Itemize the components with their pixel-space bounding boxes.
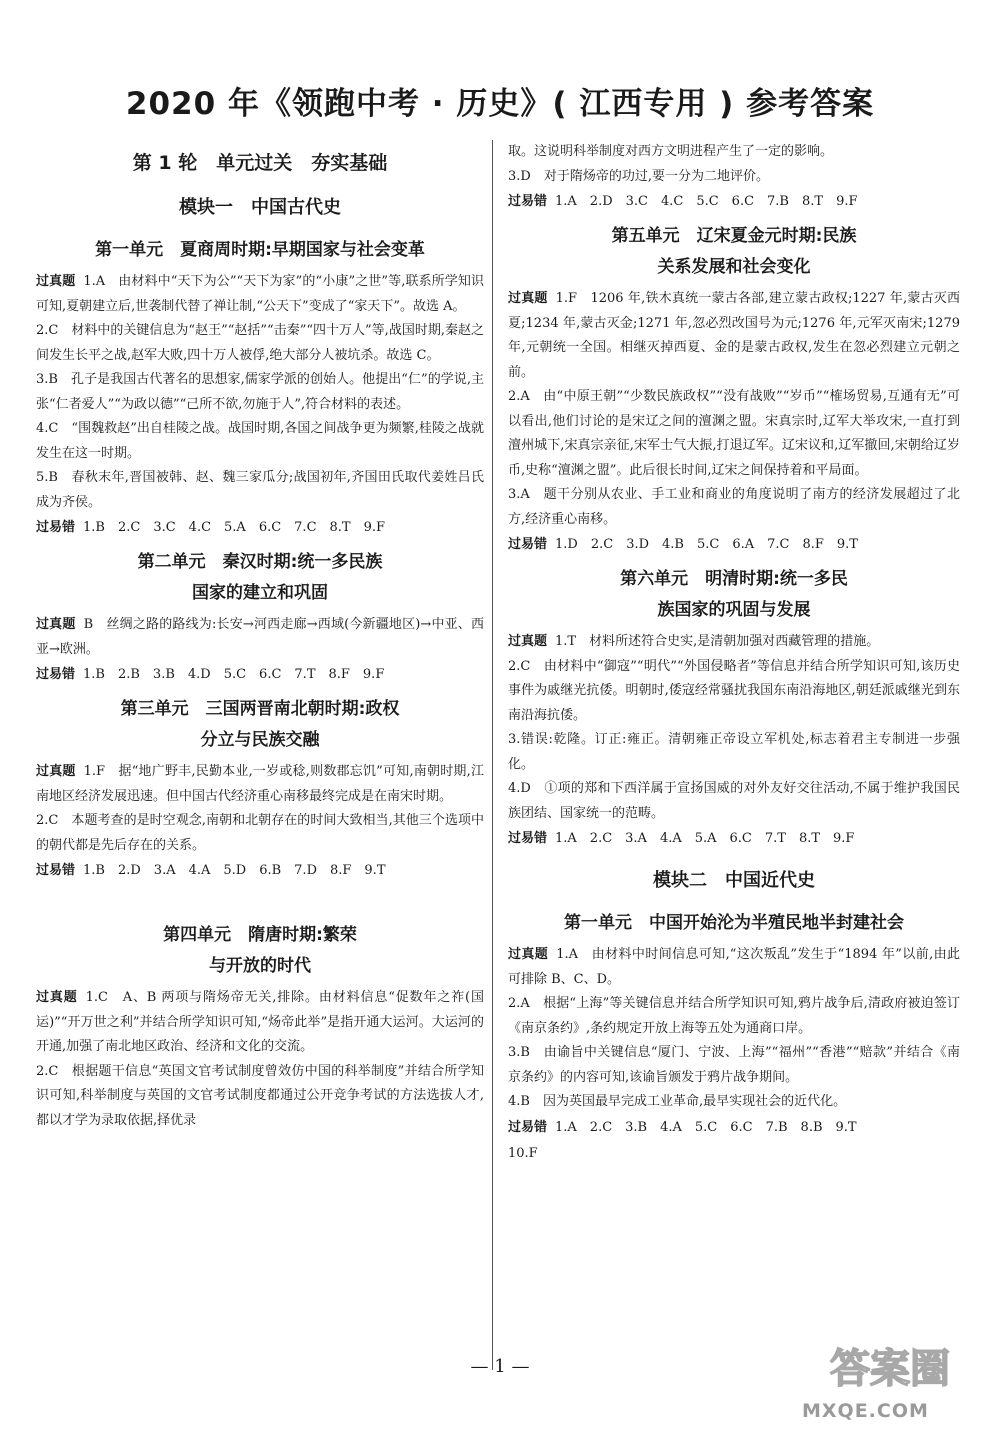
answer-item: 2.A 根据“上海”等关键信息并结合所学知识可知,鸦片战争后,清政府被迫签订《南京条约》,条约规定开放上海等五处为通商口岸。 xyxy=(508,996,960,1036)
error-prone-tag: 过易错 xyxy=(36,520,76,535)
error-prone-answers: 过易错 1.A 2.C 3.A 4.A 5.A 6.C 7.T 8.T 9.F xyxy=(508,831,855,846)
watermark-logo-text: 答案圈 xyxy=(830,1346,950,1392)
page-title: 2020 年《领跑中考 · 历史》( 江西专用 ) 参考答案 xyxy=(125,86,875,122)
watermark-text: MXQE.COM xyxy=(802,1400,929,1422)
past-exam-tag: 过真题 xyxy=(508,291,548,306)
module-heading-ancient: 模块一 中国古代史 xyxy=(179,197,341,218)
answer-item: 3.D 对于隋炀帝的功过,要一分为二地评价。 xyxy=(508,168,769,184)
error-prone-tag: 过易错 xyxy=(508,194,548,209)
error-prone-answers: 过易错 1.A 2.D 3.C 4.C 5.C 6.C 7.B 8.T 9.F xyxy=(508,194,858,209)
answer-item: 2.C 由材料中“御寇”“明代”“外国侵略者”等信息并结合所学知识可知,该历史事件为戚继光抗倭。明朝时,倭寇经常骚扰我国东南沿海地区,朝廷派戚继光到东南沿海抗倭。 xyxy=(508,658,960,723)
answer-item: 过真题 1.C A、B 两项与隋炀帝无关,排除。由材料信息“促数年之祚(国运)”“开万世之利”并结合所学知识可知,“炀帝此举”是指开通大运河。大运河的开通,加强了南北地区政治、经济和文化的交流。 xyxy=(36,990,484,1054)
error-prone-answers: 过易错 1.B 2.D 3.A 4.A 5.D 6.B 7.D 8.F 9.T xyxy=(36,863,386,878)
answer-item: 过真题 1.A 由材料中“天下为公”“天下为家”的“小康”之世”等,联系所学知识可知,夏朝建立后,世袭制代替了禅让制,“公天下”变成了“家天下”。故选 A。 xyxy=(36,274,484,314)
past-exam-tag: 过真题 xyxy=(36,764,76,779)
column-divider xyxy=(492,140,493,1370)
past-exam-tag: 过真题 xyxy=(36,274,76,289)
error-prone-answers-cont: 10.F xyxy=(508,1145,538,1161)
answer-item: 3.B 由谕旨中关键信息“厦门、宁波、上海”“福州”“香港”“赔款”并结合《南京条约》的内容可知,该谕旨颁发于鸦片战争期间。 xyxy=(508,1045,960,1085)
right-column xyxy=(508,140,960,1167)
answer-item: 3.错误:乾隆。订正:雍正。清朝雍正帝设立军机处,标志着君主专制进一步强化。 xyxy=(508,732,960,772)
answer-item: 3.B 孔子是我国古代著名的思想家,儒家学派的创始人。他提出“仁”的学说,主张“仁者爱人”“为政以德”“己所不欲,勿施于人”,符合材料的表述。 xyxy=(36,372,484,412)
unit4-heading: 第四单元 隋唐时期:繁荣 与开放的时代 xyxy=(163,925,357,976)
page-number: — 1 — xyxy=(470,1356,530,1377)
answer-item: 3.A 题干分别从农业、手工业和商业的角度说明了南方的经济发展超过了北方,经济重心南移。 xyxy=(508,487,960,527)
answer-item: 2.A 由“中原王朝”“少数民族政权”“没有战败”“岁币”“榷场贸易,互通有无”可以看出,他们讨论的是宋辽之间的澶渊之盟。宋真宗时,辽军大举攻宋,一直打到澶州城下,宋真宗亲征,宋军士气大振,打退辽军。辽宋议和,辽军撤回,宋朝给辽岁币,史称“澶渊之盟”。此后很长时间,辽宋之间保持着和平局面。 xyxy=(508,389,960,478)
unit6-heading: 第六单元 明清时期:统一多民 族国家的巩固与发展 xyxy=(620,569,848,620)
past-exam-tag: 过真题 xyxy=(508,947,549,962)
round-heading: 第 1 轮 单元过关 夯实基础 xyxy=(132,152,388,174)
module-heading-modern: 模块二 中国近代史 xyxy=(653,870,815,891)
error-prone-answers: 过易错 1.A 2.C 3.B 4.A 5.C 6.C 7.B 8.B 9.T xyxy=(508,1119,857,1135)
past-exam-tag: 过真题 xyxy=(508,634,548,649)
unit3-heading: 第三单元 三国两晋南北朝时期:政权 分立与民族交融 xyxy=(120,699,400,750)
answer-item: 取。这说明科举制度对西方文明进程产生了一定的影响。 xyxy=(508,144,834,159)
answer-item: 4.B 因为英国最早完成工业革命,最早实现社会的近代化。 xyxy=(508,1094,847,1109)
answer-item: 过真题 1.F 1206 年,铁木真统一蒙古各部,建立蒙古政权;1227 年,蒙古灭西夏;1234 年,蒙古灭金;1271 年,忽必烈改国号为元;1276 年,元军灭南宋;1279 年,元朝统一全国。相继灭掉西夏、金的是蒙古政权,发生在忽必烈建立元朝之前。 xyxy=(508,291,960,380)
answer-item: 过真题 1.F 据“地广野丰,民勤本业,一岁或稔,则数郡忘饥”可知,南朝时期,江南地区经济发展迅速。但中国古代经济重心南移最终完成是在南宋时期。 xyxy=(36,764,484,804)
error-prone-answers: 过易错 1.B 2.C 3.C 4.C 5.A 6.C 7.C 8.T 9.F xyxy=(36,520,386,535)
answer-item: 2.C 材料中的关键信息为“赵王”“赵括”“击秦”“四十万人”等,战国时期,秦赵之间发生长平之战,赵军大败,四十万人被俘,绝大部分人被坑杀。故选 C。 xyxy=(36,323,484,363)
error-prone-tag: 过易错 xyxy=(508,537,548,552)
unit2-heading: 第二单元 秦汉时期:统一多民族 国家的建立和巩固 xyxy=(137,552,383,603)
past-exam-tag: 过真题 xyxy=(36,617,76,632)
error-prone-tag: 过易错 xyxy=(36,863,76,878)
left-column xyxy=(36,140,484,1133)
answer-item: 过真题 B 丝绸之路的路线为:长安→河西走廊→西域(今新疆地区)→中亚、西亚→欧洲。 xyxy=(36,617,484,657)
watermark-logo xyxy=(810,1330,970,1410)
error-prone-answers: 过易错 1.B 2.B 3.B 4.D 5.C 6.C 7.T 8.F 9.F xyxy=(36,667,385,682)
error-prone-tag: 过易错 xyxy=(508,1119,548,1135)
error-prone-tag: 过易错 xyxy=(36,667,76,682)
answer-item: 过真题 1.A 由材料中时间信息可知,“这次叛乱”发生于“1894 年”以前,由此可排除 B、C、D。 xyxy=(508,947,960,987)
error-prone-tag: 过易错 xyxy=(508,831,548,846)
answer-item: 4.D ①项的郑和下西洋属于宣扬国威的对外友好交往活动,不属于维护我国民族团结、国家统一的范畴。 xyxy=(508,781,960,821)
unit5-heading: 第五单元 辽宋夏金元时期:民族 关系发展和社会变化 xyxy=(611,226,857,277)
m2-unit1-heading: 第一单元 中国开始沦为半殖民地半封建社会 xyxy=(564,913,904,933)
answer-item: 5.B 春秋末年,晋国被韩、赵、魏三家瓜分;战国初年,齐国田氏取代姜姓吕氏成为齐侯。 xyxy=(36,470,484,510)
error-prone-answers: 过易错 1.D 2.C 3.D 4.B 5.C 6.A 7.C 8.F 9.T xyxy=(508,537,858,552)
unit1-heading: 第一单元 夏商周时期:早期国家与社会变革 xyxy=(95,240,425,260)
answer-item: 2.C 本题考查的是时空观念,南朝和北朝存在的时间大致相当,其他三个选项中的朝代都是先后存在的关系。 xyxy=(36,813,484,853)
answer-item: 2.C 根据题干信息“英国文官考试制度曾效仿中国的科举制度”并结合所学知识可知,科举制度与英国的文官考试制度都通过公开竞争考试的方法选拔人才,都以才学为录取依据,择优录 xyxy=(36,1063,484,1128)
answer-item: 过真题 1.T 材料所述符合史实,是清朝加强对西藏管理的措施。 xyxy=(508,634,880,649)
past-exam-tag: 过真题 xyxy=(36,990,78,1005)
answer-item: 4.C “围魏救赵”出自桂陵之战。战国时期,各国之间战争更为频繁,桂陵之战就发生在这一时期。 xyxy=(36,421,484,461)
